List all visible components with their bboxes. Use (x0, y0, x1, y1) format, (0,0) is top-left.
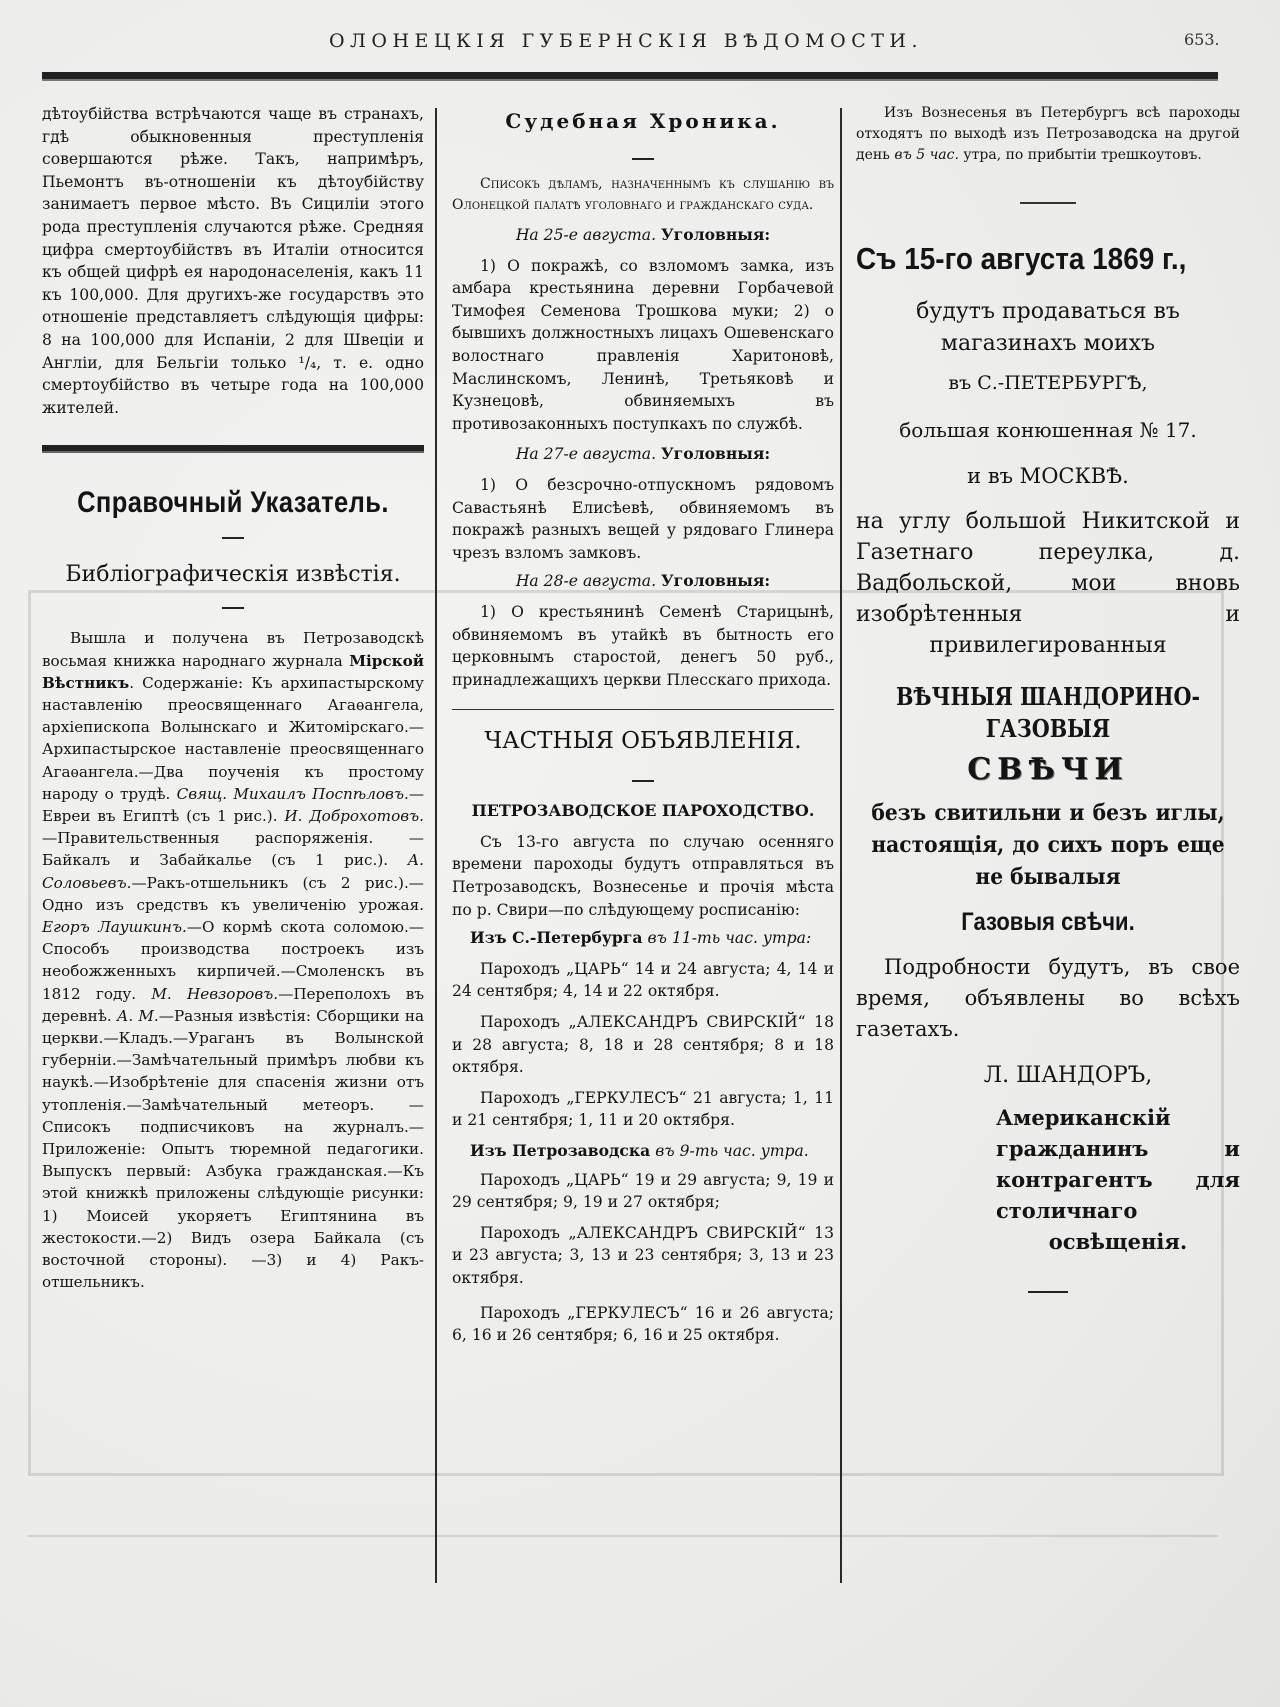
column-1 (42, 103, 424, 1293)
court-day-3 (452, 570, 834, 691)
notice-time: въ 5 час. (894, 147, 959, 163)
ship-schedule: Пароходъ „АЛЕКСАНДРЪ СВИРСКІЙ“ 18 и 28 августа; 8, 18 и 28 сентября; 8 и 18 октября. (452, 1013, 834, 1077)
biblio-part: —Переполохъ въ деревнѣ. (42, 984, 424, 1025)
departure-place: Изъ С.-Петербурга (470, 928, 643, 948)
bleed-through-rule (28, 1535, 1218, 1537)
section-title-spravochny: Справочный Указатель. (77, 486, 389, 520)
divider-dash (632, 780, 654, 782)
column-divider-right (840, 108, 842, 1583)
court-date: На 28-е августа. (515, 572, 657, 591)
divider-dash (632, 158, 654, 160)
ship-schedule: Пароходъ „АЛЕКСАНДРЪ СВИРСКІЙ“ 13 и 23 августа; 3, 13 и 23 сентября; 3, 13 и 23 октября. (452, 1223, 834, 1287)
ad-signature: Л. ШАНДОРЪ, (983, 1062, 1153, 1088)
biblio-part: —Евреи въ Египтѣ (съ 1 рис.). (42, 784, 424, 825)
ad-candles-word: СВѢЧИ (967, 751, 1129, 787)
divider-double-dash (1020, 202, 1076, 204)
ad-details: Подробности будутъ, въ свое время, объявлены во всѣхъ газетахъ. (856, 954, 1240, 1041)
masthead-title: ОЛОНЕЦКІЯ ГУБЕРНСКІЯ ВѢДОМОСТИ. (328, 30, 924, 52)
court-day-heading (452, 224, 834, 247)
subsection-title-biblio: Библіографическія извѣстія. (65, 562, 401, 588)
author-name: А. Соловьевъ. (42, 851, 424, 892)
court-kind: Уголовныя: (661, 444, 771, 464)
biblio-part: —Правительственныя распоряженія. —Байкалъ и Забайкалье (съ 1 рис.). (42, 829, 424, 870)
article-continued: дѣтоубійства встрѣчаются чаще въ странахъ, гдѣ обыкновенныя преступленія совершаются рѣже. Такъ, напримѣръ, Пьемонтъ въ-отношеніи къ дѣтоубійству занимаетъ первое мѣсто. Въ Сициліи этого рода преступленія случаются рѣже. Средняя цифра смертоубійствъ въ Италіи относится къ общей цифрѣ ея народонаселенія, какъ 11 къ 100,000. Для другихъ-же государствъ это отношеніе представляетъ слѣдующія цифры: 8 на 100,000 для Испаніи, 2 для Швеціи и Англіи, для Бельгіи только ¹/₄, т. е. одно смертоубійство въ четыре года на 100,000 жителей. (42, 105, 424, 417)
journal-name: Мірской Вѣстникъ (42, 651, 425, 692)
ad-product-title: ВѢЧНЫЯ ШАНДОРИНО-ГАЗОВЫЯ (895, 681, 1201, 743)
section-rule (42, 445, 424, 453)
steamship-company-title: ПЕТРОЗАВОДСКОЕ ПАРОХОДСТВО. (471, 801, 815, 821)
column-3 (856, 103, 1240, 1293)
divider-dash (222, 537, 244, 539)
biblio-part: —Разныя извѣстія: Сборщики на церкви.—Кладъ.—Ураганъ въ Волынской губерніи.—Замѣчательный примѣръ любви къ наукѣ.—Изобрѣтеніе для спасенія жизни отъ утопленія.—Замѣчательный метеоръ. — Списокъ подписчиковъ на журналъ.—Приложеніе: Опытъ тюремной педагогики. Выпускъ первый: Азбука гражданская.—Къ этой книжкѣ приложены слѣдующіе рисунки: 1) Моисей укоряетъ Египтянина въ жестокости.—2) Видъ озера Байкала (съ восточной стороны). —3) и 4) Ракъ-отшельникъ. (42, 1006, 424, 1292)
section-rule (452, 709, 834, 710)
ship-schedule: Пароходъ „ГЕРКУЛЕСЪ“ 16 и 26 августа; 6, 16 и 26 сентября; 6, 16 и 25 октября. (452, 1303, 834, 1345)
divider-dash (222, 607, 244, 609)
court-date: На 27-е августа. (515, 445, 657, 464)
biblio-text (42, 627, 424, 1293)
page-header (0, 28, 1280, 58)
court-kind: Уголовныя: (661, 225, 771, 244)
column-divider-left (435, 108, 437, 1583)
from-ptz-heading (452, 1140, 834, 1163)
section-title-court: Судебная Хроника. (505, 109, 781, 133)
notice-part: Изъ Вознесенья въ Петербургъ всѣ пароходы отходятъ по выходѣ изъ Петрозаводска на другой день (856, 105, 1240, 163)
ship-schedule: Пароходъ „ЦАРЬ“ 19 и 29 августа; 9, 19 и 29 сентября; 9, 19 и 27 октября; (452, 1170, 834, 1212)
ad-line-moscow: и въ МОСКВѢ. (967, 464, 1129, 489)
ad-gas-candles: Газовыя свѣчи. (961, 908, 1135, 937)
departure-place: Изъ Петрозаводска (470, 1141, 651, 1160)
ad-line-address-spb: большая конюшенная № 17. (899, 417, 1197, 442)
author-name: А. М. (116, 1006, 159, 1025)
author-name: Егоръ Лаушкинъ. (42, 917, 187, 936)
departure-time: въ 11-ть час. утра: (647, 929, 812, 948)
court-day-1 (452, 224, 834, 435)
biblio-part: Вышла и получена въ Петрозаводскѣ восьмая книжка народнаго журнала (42, 629, 424, 670)
from-spb-heading (452, 927, 834, 950)
author-name: Свящ. Михаилъ Поспѣловъ. (176, 784, 409, 803)
end-dash (1028, 1291, 1068, 1293)
header-rule (42, 72, 1218, 81)
author-name: И. Доброхотовъ. (284, 806, 425, 825)
ad-line-shops: будутъ продаваться въ магазинахъ моихъ (916, 299, 1180, 356)
court-day-heading (452, 443, 834, 466)
court-day-heading (452, 570, 834, 593)
notice-part: утра, по прибытіи трешкоутовъ. (963, 147, 1202, 163)
biblio-part: . Содержаніе: Къ архипастырскому наставленію преосвященнаго Агаѳангела, архіепископа Волынскаго и Житомірскаго.—Архипастырское наставленіе преосвященнаго Агаѳангела.—Два поученія къ простому народу о трудѣ. (42, 673, 424, 803)
ad-signature-title: Американскій гражданинъ и контрагентъ для столичнаго освѣщенія. (996, 1104, 1240, 1254)
departure-time: въ 9-ть час. утра. (655, 1142, 809, 1160)
ad-line-address-moscow: на углу большой Никитской и Газетнаго переулка, д. Вадбольской, мои вновь изобрѣтенныя и привилегированныя (856, 508, 1240, 658)
court-date: На 25-е августа. (515, 226, 657, 244)
column-2 (452, 108, 834, 1347)
court-kind: Уголовныя: (661, 571, 771, 591)
court-case: 1) О безсрочно-отпускномъ рядовомъ Савастьянѣ Елисѣевѣ, обвиняемомъ въ покражѣ разныхъ вещей у рядоваго Глинера чрезъ взломъ замковъ. (452, 475, 834, 562)
biblio-part: —О кормѣ скота соломою.— Способъ производства построекъ изъ необожженныхъ кирпичей.—Смоленскъ въ 1812 году. (42, 917, 424, 1003)
page-number: 653. (1184, 30, 1220, 49)
voznesenie-notice (856, 103, 1240, 166)
court-intro: Списокъ дѣламъ, назначеннымъ къ слушанію въ Олонецкой палатѣ уголовнаго и гражданскаго суда. (452, 176, 834, 213)
ads-title: ЧАСТНЫЯ ОБЪЯВЛЕНІЯ. (484, 728, 802, 755)
ship-schedule: Пароходъ „ЦАРЬ“ 14 и 24 августа; 4, 14 и 24 сентября; 4, 14 и 22 октября. (452, 959, 834, 1001)
court-case: 1) О покражѣ, со взломомъ замка, изъ амбара крестьянина деревни Горбачевой Тимофея Семенова Трошкова муки; 2) о бывшихъ должностныхъ лицахъ Ошевенскаго волостнаго правленія Харитоновѣ, Маслинскомъ, Ленинѣ, Третьяковѣ и Кузнецовѣ, обвиняемыхъ въ противозаконныхъ поступкахъ по службѣ. (452, 256, 834, 433)
ad-date-line: Съ 15-го августа 1869 г., (856, 241, 1187, 276)
ship-schedule: Пароходъ „ГЕРКУЛЕСЪ“ 21 августа; 1, 11 и 21 сентября; 1, 11 и 20 октября. (452, 1088, 834, 1130)
ad-line-spb: въ С.-ПЕТЕРБУРГѢ, (948, 372, 1148, 394)
author-name: М. Невзоровъ. (151, 984, 279, 1003)
court-case: 1) О крестьянинѣ Семенѣ Старицынѣ, обвиняемомъ въ утайкѣ въ бытность его церковнымъ старостой, денегъ 50 руб., принадлежащихъ церкви Плесскаго прихода. (452, 602, 834, 689)
biblio-part: —Ракъ-отшельникъ (съ 2 рис.).—Одно изъ средствъ къ увеличенію урожая. (42, 873, 424, 914)
steamship-intro: Съ 13-го августа по случаю осенняго времени пароходы будутъ отправляться въ Петрозаводскъ, Вознесенье и прочія мѣста по р. Свири—по слѣдующему росписанію: (452, 832, 834, 919)
court-day-2 (452, 443, 834, 564)
ad-line-features: безъ свитильни и безъ иглы, настоящія, до сихъ поръ еще не бывалыя (871, 800, 1225, 891)
